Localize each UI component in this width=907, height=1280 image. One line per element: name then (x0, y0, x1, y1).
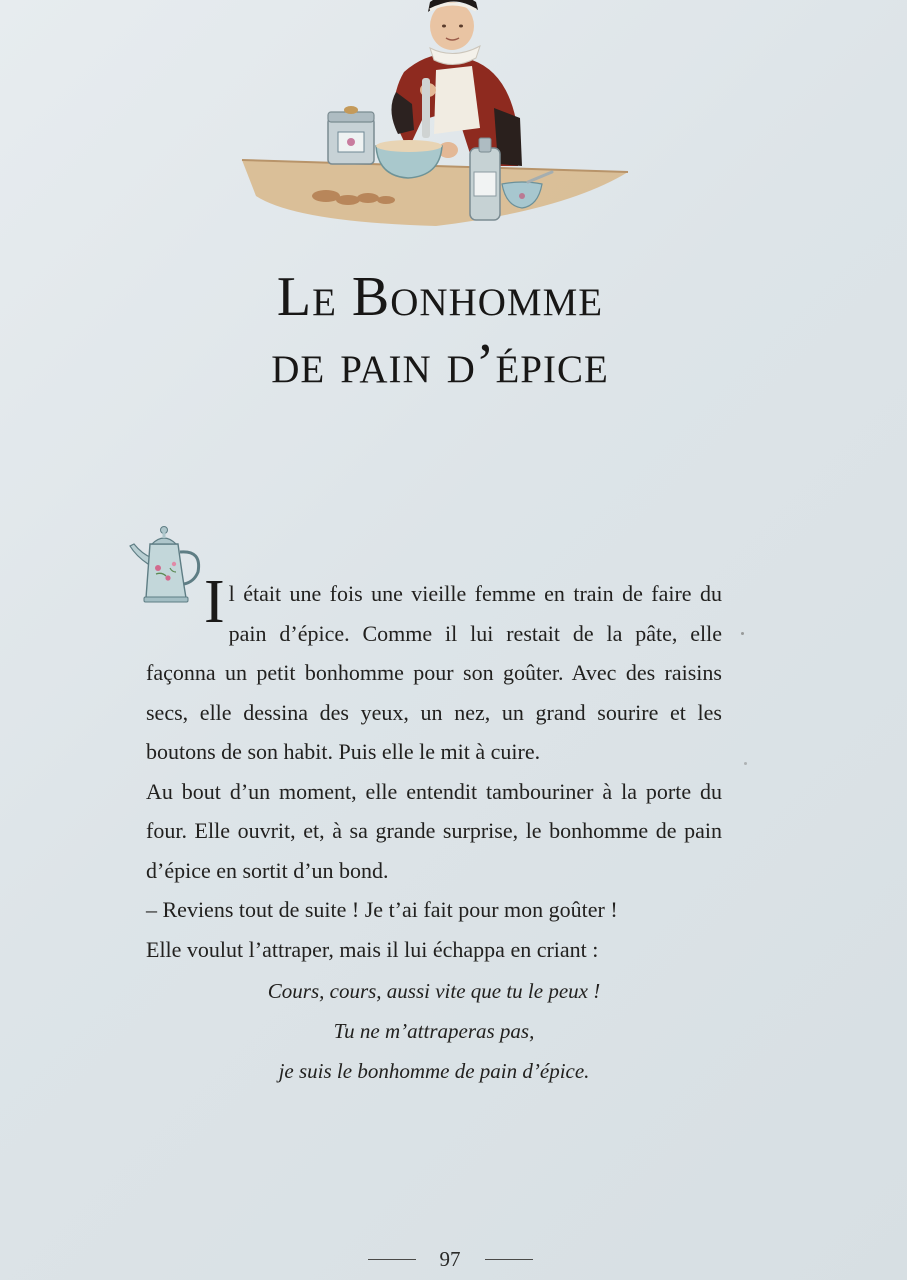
paragraph-1 (146, 568, 722, 772)
paper-speck (741, 632, 744, 635)
footer-rule-left (368, 1259, 416, 1260)
story-text (146, 568, 722, 1091)
dialogue-line: – Reviens tout de suite ! Je t’ai fait pour mon goûter ! (146, 897, 618, 922)
page-number: 97 (439, 1246, 461, 1271)
title-line-1: Le Bonhomme (276, 266, 604, 328)
verse-line-1: Cours, cours, aussi vite que tu le peux ! (267, 979, 601, 1003)
rhyme-verse (146, 971, 722, 1091)
verse-line-3: je suis le bonhomme de pain d’épice. (278, 1059, 590, 1083)
paragraph-3: Elle voulut l’attraper, mais il lui échappa en criant : (146, 936, 599, 962)
paragraph-2: Au bout d’un moment, elle entendit tambouriner à la porte du four. Elle ouvrit, et, à sa grande surprise, le bonhomme de pain d’épice en sortit d’un bond. (146, 778, 722, 883)
page-footer (330, 1244, 570, 1274)
drop-cap-letter: I (204, 568, 225, 636)
footer-rule-right (485, 1259, 533, 1260)
verse-line-2: Tu ne m’attraperas pas, (333, 1019, 535, 1043)
old-woman-baking-illustration (236, 0, 636, 232)
paper-speck (744, 762, 747, 765)
title-line-2: de pain d’épice (271, 333, 609, 395)
paragraph-1-text: l était une fois une vieille femme en train de faire du pain d’épice. Comme il lui restait de la pâte, elle façonna un petit bonhomme pour son goûter. Avec des raisins secs, elle dessina des yeux, un nez, un grand sourire et les boutons de son habit. Puis elle le mit à cuire. (146, 581, 722, 764)
